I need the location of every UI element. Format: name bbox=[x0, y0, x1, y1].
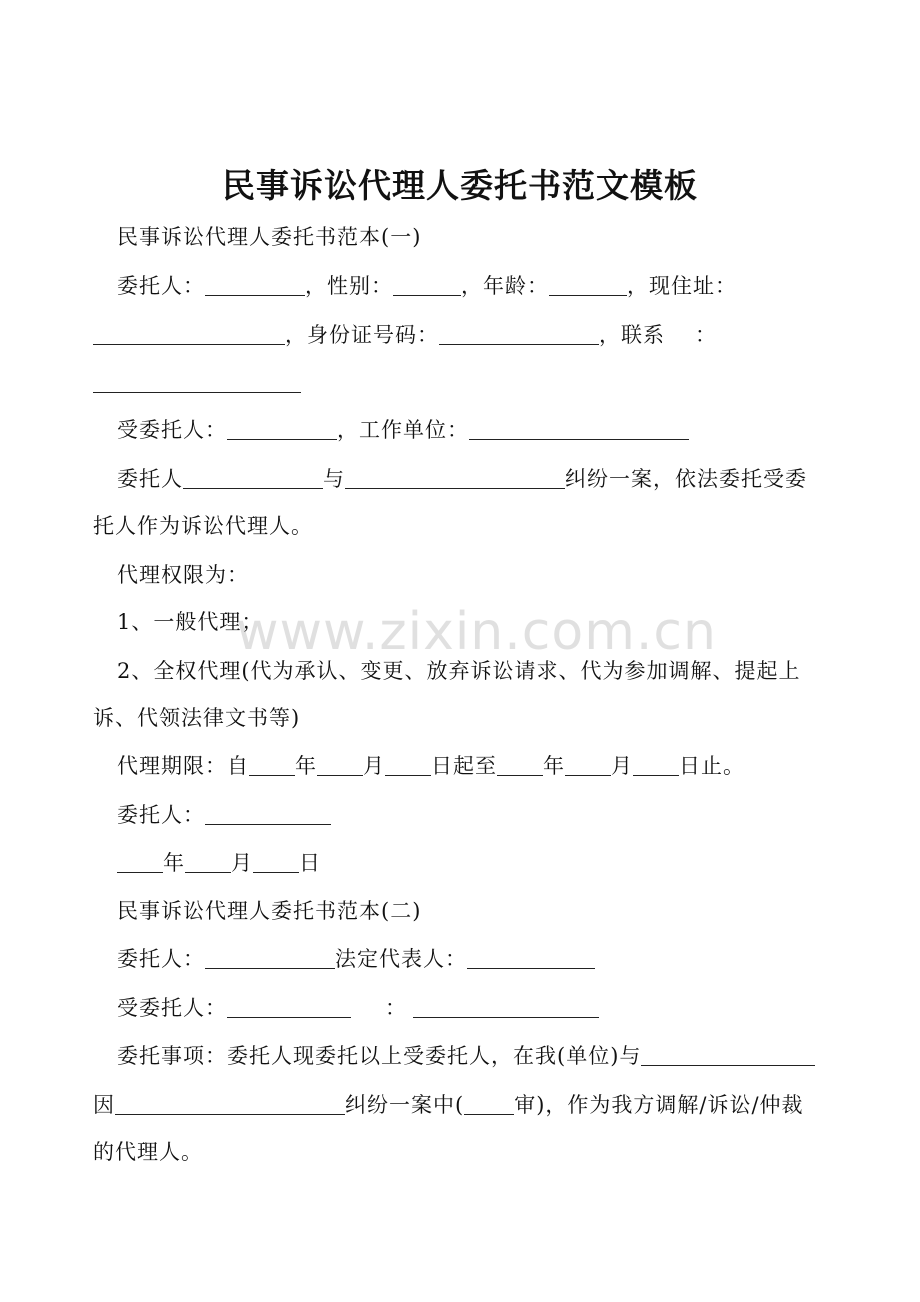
sign-year-blank[interactable] bbox=[117, 850, 163, 873]
authority-label: 代理权限为： bbox=[117, 563, 249, 587]
agent-info-line: 受委托人： ，工作单位： bbox=[117, 415, 877, 445]
sign-date-line: 年 月 日 bbox=[117, 848, 877, 878]
address-blank[interactable] bbox=[93, 322, 285, 345]
end-year-blank[interactable] bbox=[497, 753, 543, 776]
sign-month-blank[interactable] bbox=[185, 850, 231, 873]
watermark: www.zixin.com.cn bbox=[236, 602, 717, 662]
legal-rep-blank[interactable] bbox=[467, 946, 595, 969]
case-line-2: 托人作为诉讼代理人。 bbox=[93, 514, 313, 538]
section-1-heading: 民事诉讼代理人委托书范本(一) bbox=[117, 225, 422, 249]
matter-line: 委托事项：委托人现委托以上受委托人，在我(单位)与 bbox=[117, 1041, 877, 1071]
entrustor-info-line: 委托人： ，性别： ，年龄： ，现住址： bbox=[117, 274, 737, 298]
contact-blank-line bbox=[93, 368, 853, 398]
document-title: 民事诉讼代理人委托书范文模板 bbox=[222, 166, 698, 205]
instance-blank[interactable] bbox=[464, 1092, 514, 1115]
authority-item-1: 1、一般代理； bbox=[117, 610, 264, 634]
sign-day-blank[interactable] bbox=[253, 850, 299, 873]
age-blank[interactable] bbox=[549, 273, 627, 296]
authority-item-2-cont: 诉、代领法律文书等) bbox=[93, 706, 301, 730]
s2-contact-blank[interactable] bbox=[413, 995, 599, 1018]
party-b-blank[interactable] bbox=[345, 466, 565, 489]
matter-line-2: 因 纠纷一案中( 审)，作为我方调解/诉讼/仲裁 bbox=[93, 1093, 804, 1117]
s2-entrustor-blank[interactable] bbox=[205, 946, 335, 969]
gender-blank[interactable] bbox=[393, 273, 461, 296]
start-month-blank[interactable] bbox=[317, 753, 363, 776]
s2-agent-blank[interactable] bbox=[227, 995, 351, 1018]
entrustor-name-blank[interactable] bbox=[205, 273, 305, 296]
end-day-blank[interactable] bbox=[633, 753, 679, 776]
closing-line: 的代理人。 bbox=[93, 1140, 203, 1164]
start-year-blank[interactable] bbox=[249, 753, 295, 776]
section-2-heading: 民事诉讼代理人委托书范本(二) bbox=[117, 899, 422, 923]
period-line: 代理期限：自 年 月 日起至 年 月 日止。 bbox=[117, 754, 745, 778]
contact-blank[interactable] bbox=[93, 370, 301, 393]
case-line: 委托人 与 纠纷一案，依法委托受委 bbox=[117, 467, 807, 491]
end-month-blank[interactable] bbox=[565, 753, 611, 776]
s2-agent-line: 受委托人： ： bbox=[117, 993, 877, 1023]
agent-name-blank[interactable] bbox=[227, 417, 337, 440]
signature-line: 委托人： bbox=[117, 800, 877, 830]
counterparty-blank[interactable] bbox=[641, 1043, 815, 1066]
id-contact-line: ，身份证号码： ，联系 ： bbox=[93, 320, 853, 350]
start-day-blank[interactable] bbox=[385, 753, 431, 776]
authority-item-2: 2、全权代理(代为承认、变更、放弃诉讼请求、代为参加调解、提起上 bbox=[117, 659, 801, 683]
workplace-blank[interactable] bbox=[469, 417, 689, 440]
party-a-blank[interactable] bbox=[183, 466, 323, 489]
s2-entrustor-line: 委托人： 法定代表人： bbox=[117, 944, 877, 974]
dispute-blank[interactable] bbox=[115, 1092, 345, 1115]
id-number-blank[interactable] bbox=[439, 322, 599, 345]
signature-blank[interactable] bbox=[205, 802, 331, 825]
